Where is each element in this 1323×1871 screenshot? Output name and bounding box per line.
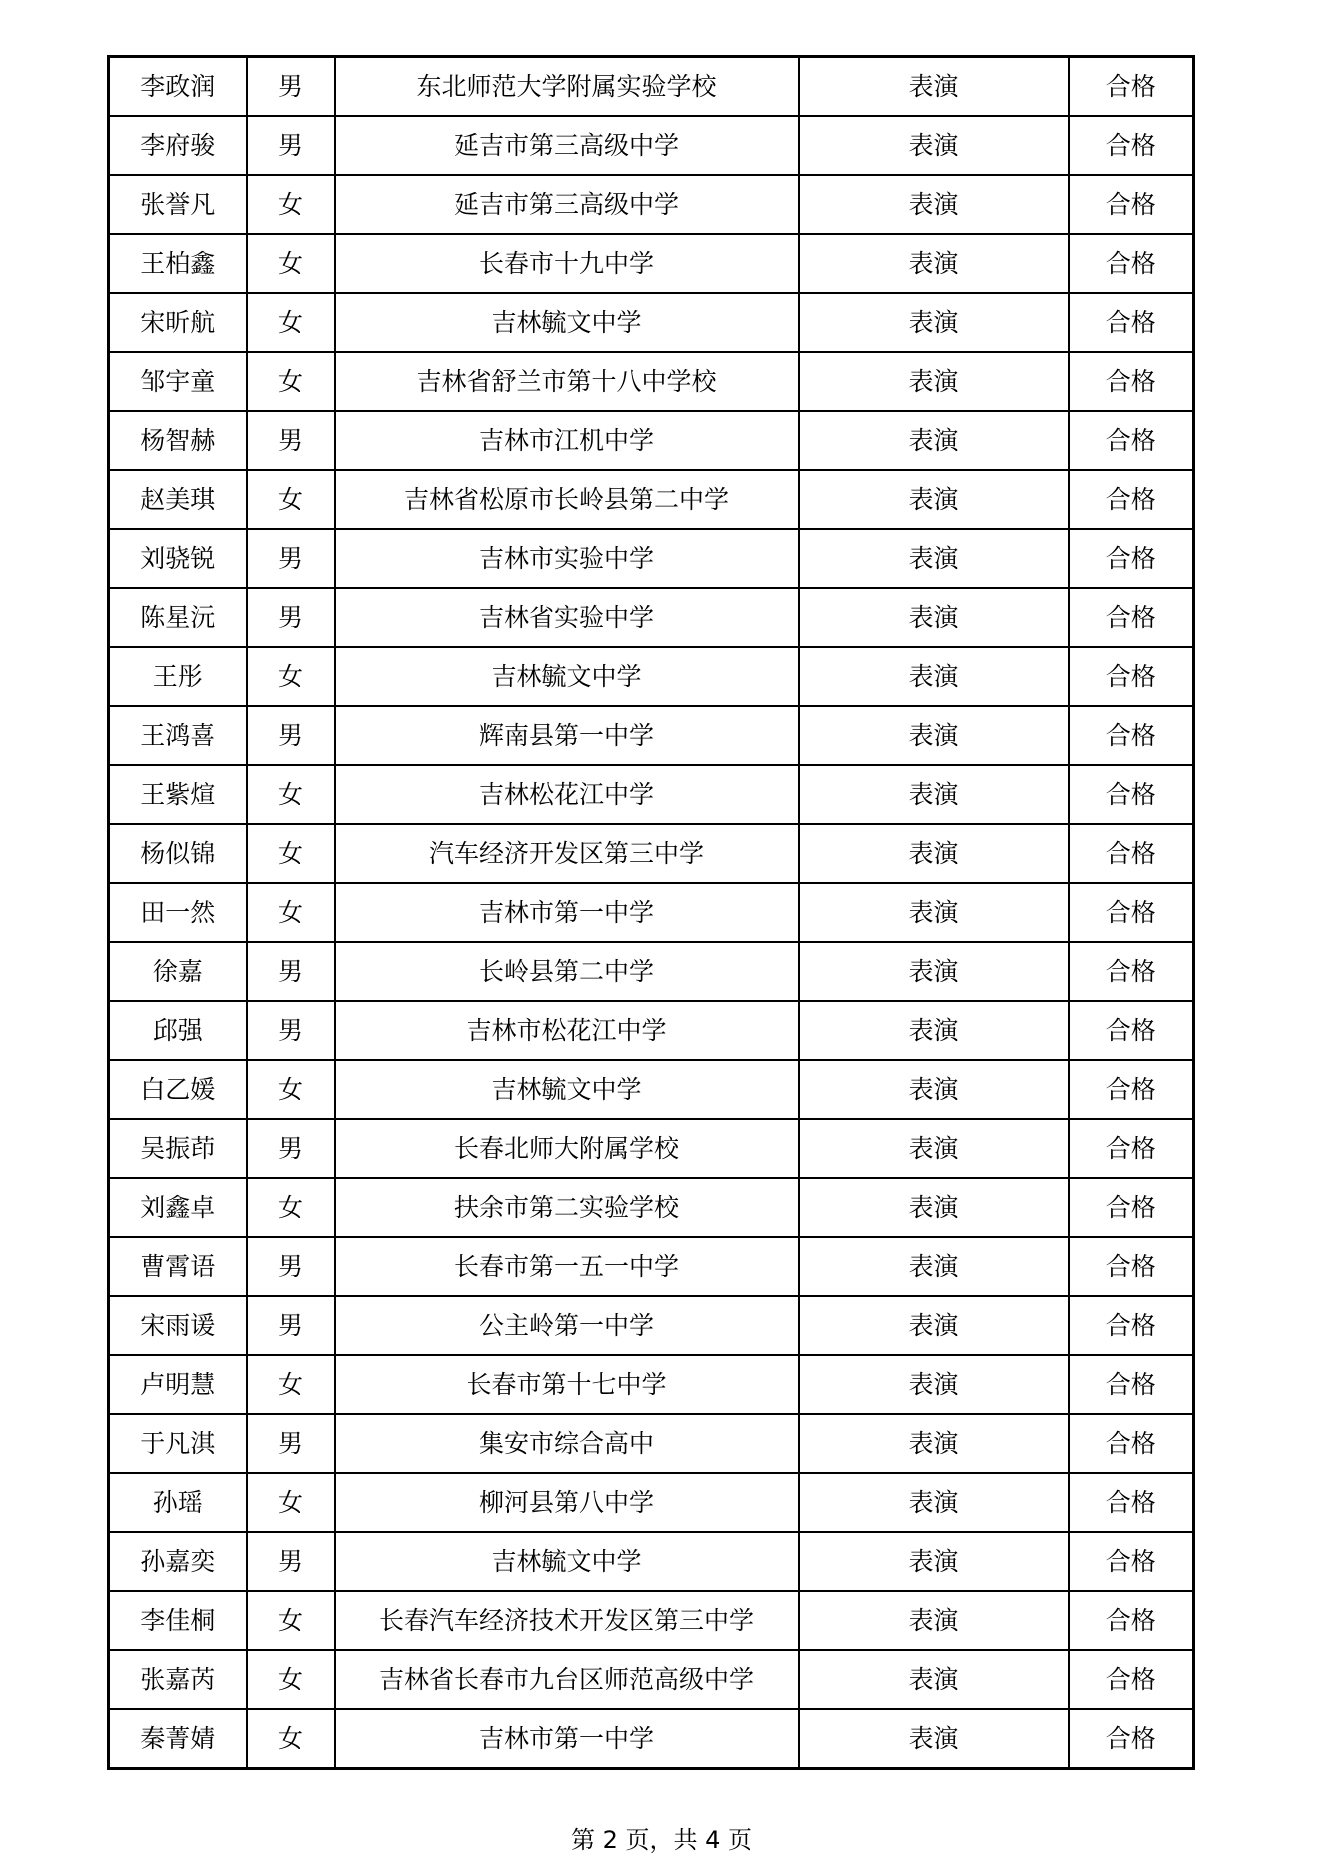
result-cell: 合格 [1069, 529, 1194, 588]
school-cell: 长春北师大附属学校 [335, 1119, 799, 1178]
gender-cell: 女 [247, 1709, 335, 1769]
result-cell: 合格 [1069, 352, 1194, 411]
result-cell: 合格 [1069, 293, 1194, 352]
school-cell: 吉林市实验中学 [335, 529, 799, 588]
student-name-cell: 王鸿喜 [109, 706, 247, 765]
subject-cell: 表演 [799, 1001, 1069, 1060]
subject-cell: 表演 [799, 824, 1069, 883]
subject-cell: 表演 [799, 175, 1069, 234]
gender-cell: 女 [247, 883, 335, 942]
student-name-cell: 吴振茚 [109, 1119, 247, 1178]
gender-cell: 女 [247, 352, 335, 411]
school-cell: 集安市综合高中 [335, 1414, 799, 1473]
table-row [109, 1532, 1194, 1591]
school-cell: 吉林市松花江中学 [335, 1001, 799, 1060]
result-cell: 合格 [1069, 1296, 1194, 1355]
table-row [109, 588, 1194, 647]
student-name-cell: 孙瑶 [109, 1473, 247, 1532]
student-name-cell: 王彤 [109, 647, 247, 706]
table-row [109, 1355, 1194, 1414]
results-table [107, 55, 1195, 1770]
result-cell: 合格 [1069, 824, 1194, 883]
subject-cell: 表演 [799, 942, 1069, 1001]
table-row [109, 1237, 1194, 1296]
school-cell: 公主岭第一中学 [335, 1296, 799, 1355]
subject-cell: 表演 [799, 765, 1069, 824]
student-name-cell: 邱强 [109, 1001, 247, 1060]
school-cell: 长春市十九中学 [335, 234, 799, 293]
school-cell: 吉林市第一中学 [335, 1709, 799, 1769]
result-cell: 合格 [1069, 1414, 1194, 1473]
table-row [109, 411, 1194, 470]
student-name-cell: 刘骁锐 [109, 529, 247, 588]
subject-cell: 表演 [799, 588, 1069, 647]
gender-cell: 男 [247, 588, 335, 647]
gender-cell: 女 [247, 824, 335, 883]
student-name-cell: 宋雨谖 [109, 1296, 247, 1355]
student-name-cell: 杨智赫 [109, 411, 247, 470]
student-name-cell: 刘鑫卓 [109, 1178, 247, 1237]
result-cell: 合格 [1069, 1355, 1194, 1414]
result-cell: 合格 [1069, 1001, 1194, 1060]
gender-cell: 女 [247, 293, 335, 352]
student-name-cell: 曹霄语 [109, 1237, 247, 1296]
subject-cell: 表演 [799, 1355, 1069, 1414]
gender-cell: 男 [247, 1414, 335, 1473]
table-row [109, 234, 1194, 293]
gender-cell: 女 [247, 1473, 335, 1532]
school-cell: 吉林省松原市长岭县第二中学 [335, 470, 799, 529]
school-cell: 吉林毓文中学 [335, 293, 799, 352]
student-name-cell: 孙嘉奕 [109, 1532, 247, 1591]
student-name-cell: 徐嘉 [109, 942, 247, 1001]
school-cell: 吉林毓文中学 [335, 1532, 799, 1591]
result-cell: 合格 [1069, 588, 1194, 647]
result-cell: 合格 [1069, 942, 1194, 1001]
gender-cell: 女 [247, 470, 335, 529]
school-cell: 吉林毓文中学 [335, 1060, 799, 1119]
subject-cell: 表演 [799, 57, 1069, 117]
school-cell: 长岭县第二中学 [335, 942, 799, 1001]
table-row [109, 1473, 1194, 1532]
table-row [109, 1060, 1194, 1119]
subject-cell: 表演 [799, 706, 1069, 765]
table-row [109, 1591, 1194, 1650]
gender-cell: 女 [247, 1591, 335, 1650]
school-cell: 扶余市第二实验学校 [335, 1178, 799, 1237]
school-cell: 吉林市第一中学 [335, 883, 799, 942]
school-cell: 吉林市江机中学 [335, 411, 799, 470]
subject-cell: 表演 [799, 293, 1069, 352]
school-cell: 吉林松花江中学 [335, 765, 799, 824]
table-row [109, 942, 1194, 1001]
result-cell: 合格 [1069, 1473, 1194, 1532]
subject-cell: 表演 [799, 234, 1069, 293]
result-cell: 合格 [1069, 706, 1194, 765]
table-row [109, 57, 1194, 117]
gender-cell: 女 [247, 765, 335, 824]
student-name-cell: 宋昕航 [109, 293, 247, 352]
subject-cell: 表演 [799, 1532, 1069, 1591]
result-cell: 合格 [1069, 883, 1194, 942]
table-row [109, 175, 1194, 234]
gender-cell: 男 [247, 1237, 335, 1296]
table-row [109, 1119, 1194, 1178]
gender-cell: 男 [247, 1001, 335, 1060]
gender-cell: 女 [247, 647, 335, 706]
results-table-body [109, 57, 1194, 1769]
subject-cell: 表演 [799, 1178, 1069, 1237]
subject-cell: 表演 [799, 1709, 1069, 1769]
subject-cell: 表演 [799, 1237, 1069, 1296]
subject-cell: 表演 [799, 1650, 1069, 1709]
student-name-cell: 王紫煊 [109, 765, 247, 824]
table-row [109, 1178, 1194, 1237]
table-row [109, 116, 1194, 175]
gender-cell: 男 [247, 1532, 335, 1591]
subject-cell: 表演 [799, 1296, 1069, 1355]
gender-cell: 男 [247, 942, 335, 1001]
student-name-cell: 秦菁婧 [109, 1709, 247, 1769]
student-name-cell: 邹宇童 [109, 352, 247, 411]
school-cell: 东北师范大学附属实验学校 [335, 57, 799, 117]
school-cell: 汽车经济开发区第三中学 [335, 824, 799, 883]
school-cell: 吉林省实验中学 [335, 588, 799, 647]
gender-cell: 男 [247, 411, 335, 470]
table-row [109, 529, 1194, 588]
school-cell: 吉林省长春市九台区师范高级中学 [335, 1650, 799, 1709]
gender-cell: 女 [247, 1060, 335, 1119]
table-row [109, 647, 1194, 706]
school-cell: 柳河县第八中学 [335, 1473, 799, 1532]
subject-cell: 表演 [799, 411, 1069, 470]
table-row [109, 352, 1194, 411]
school-cell: 吉林毓文中学 [335, 647, 799, 706]
result-cell: 合格 [1069, 765, 1194, 824]
result-cell: 合格 [1069, 1119, 1194, 1178]
result-cell: 合格 [1069, 1709, 1194, 1769]
result-cell: 合格 [1069, 116, 1194, 175]
table-row [109, 765, 1194, 824]
table-row [109, 824, 1194, 883]
gender-cell: 女 [247, 1355, 335, 1414]
result-cell: 合格 [1069, 234, 1194, 293]
result-cell: 合格 [1069, 1532, 1194, 1591]
table-row [109, 883, 1194, 942]
school-cell: 长春市第十七中学 [335, 1355, 799, 1414]
gender-cell: 男 [247, 1296, 335, 1355]
table-row [109, 1414, 1194, 1473]
table-row [109, 1709, 1194, 1769]
student-name-cell: 赵美琪 [109, 470, 247, 529]
subject-cell: 表演 [799, 1473, 1069, 1532]
student-name-cell: 白乙媛 [109, 1060, 247, 1119]
result-cell: 合格 [1069, 411, 1194, 470]
gender-cell: 男 [247, 529, 335, 588]
gender-cell: 男 [247, 1119, 335, 1178]
gender-cell: 男 [247, 706, 335, 765]
school-cell: 延吉市第三高级中学 [335, 175, 799, 234]
table-row [109, 293, 1194, 352]
result-cell: 合格 [1069, 470, 1194, 529]
school-cell: 吉林省舒兰市第十八中学校 [335, 352, 799, 411]
student-name-cell: 李佳桐 [109, 1591, 247, 1650]
result-cell: 合格 [1069, 647, 1194, 706]
school-cell: 辉南县第一中学 [335, 706, 799, 765]
subject-cell: 表演 [799, 116, 1069, 175]
gender-cell: 男 [247, 57, 335, 117]
student-name-cell: 李政润 [109, 57, 247, 117]
student-name-cell: 张嘉芮 [109, 1650, 247, 1709]
table-row [109, 1001, 1194, 1060]
result-cell: 合格 [1069, 1060, 1194, 1119]
result-cell: 合格 [1069, 175, 1194, 234]
subject-cell: 表演 [799, 1591, 1069, 1650]
result-cell: 合格 [1069, 1650, 1194, 1709]
subject-cell: 表演 [799, 1060, 1069, 1119]
subject-cell: 表演 [799, 470, 1069, 529]
gender-cell: 女 [247, 234, 335, 293]
subject-cell: 表演 [799, 352, 1069, 411]
student-name-cell: 田一然 [109, 883, 247, 942]
result-cell: 合格 [1069, 57, 1194, 117]
subject-cell: 表演 [799, 883, 1069, 942]
subject-cell: 表演 [799, 1119, 1069, 1178]
school-cell: 长春市第一五一中学 [335, 1237, 799, 1296]
subject-cell: 表演 [799, 1414, 1069, 1473]
school-cell: 延吉市第三高级中学 [335, 116, 799, 175]
table-row [109, 706, 1194, 765]
table-row [109, 1296, 1194, 1355]
gender-cell: 女 [247, 175, 335, 234]
student-name-cell: 陈星沅 [109, 588, 247, 647]
page-number-footer: 第 2 页，共 4 页 [570, 1826, 753, 1854]
subject-cell: 表演 [799, 529, 1069, 588]
table-row [109, 1650, 1194, 1709]
result-cell: 合格 [1069, 1591, 1194, 1650]
subject-cell: 表演 [799, 647, 1069, 706]
student-name-cell: 张誉凡 [109, 175, 247, 234]
student-name-cell: 李府骏 [109, 116, 247, 175]
student-name-cell: 王柏鑫 [109, 234, 247, 293]
school-cell: 长春汽车经济技术开发区第三中学 [335, 1591, 799, 1650]
result-cell: 合格 [1069, 1178, 1194, 1237]
student-name-cell: 卢明慧 [109, 1355, 247, 1414]
student-name-cell: 于凡淇 [109, 1414, 247, 1473]
result-cell: 合格 [1069, 1237, 1194, 1296]
student-name-cell: 杨似锦 [109, 824, 247, 883]
gender-cell: 女 [247, 1650, 335, 1709]
table-row [109, 470, 1194, 529]
gender-cell: 男 [247, 116, 335, 175]
gender-cell: 女 [247, 1178, 335, 1237]
